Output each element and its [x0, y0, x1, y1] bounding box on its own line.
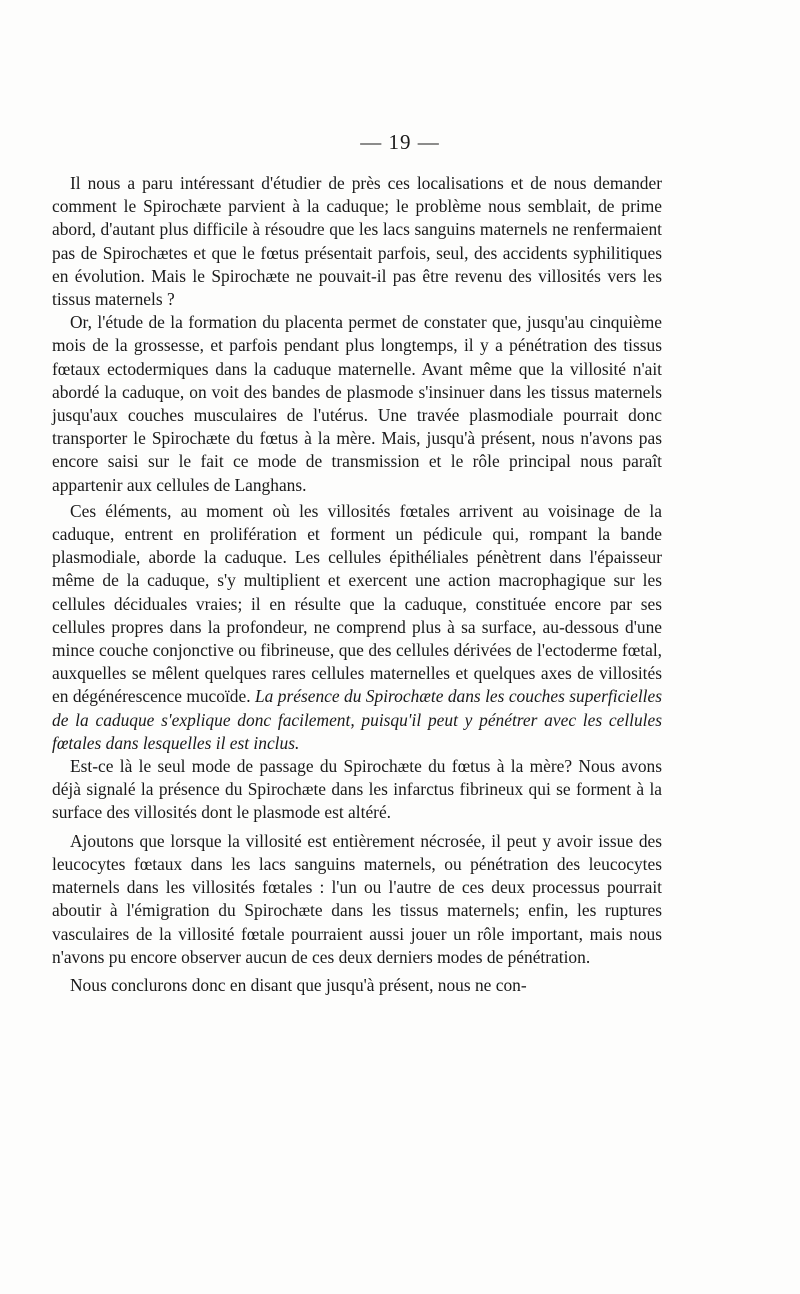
paragraph-4: Est-ce là le seul mode de passage du Spirochæte du fœtus à la mère? Nous avons déjà signalé la présence du Spirochæte dans les infarctus fibrineux qui se forment à la surface des villosités dont le plasmode est altéré. [52, 756, 662, 823]
paragraph-6: Nous conclurons donc en disant que jusqu'à présent, nous ne con- [70, 974, 527, 995]
paragraph-3-italic: La présence du Spirochæte dans les couches superficielles de la caduque s'explique donc facilement, puisqu'il peut y pénétrer avec les cellules fœtales dans lesquelles il est inclus. [52, 686, 662, 753]
paragraph-5: Ajoutons que lorsque la villosité est entièrement nécrosée, il peut y avoir issue des leucocytes fœtaux dans les lacs sanguins maternels, ou pénétration des leucocytes maternels dans les villosités fœtales : l'un ou l'autre de ces deux processus pourrait aboutir à l'émigration du Spirochæte dans les tissus maternels; enfin, les ruptures vasculaires de la villosité fœtale pourraient aussi jouer un rôle important, mais nous n'avons pu encore observer aucun de ces deux derniers modes de pénétration. [52, 830, 662, 967]
paragraph-3 [52, 500, 662, 755]
paragraph-1: Il nous a paru intéressant d'étudier de près ces localisations et de nous demander comment le Spirochæte parvient à la caduque; le problème nous semblait, de prime abord, d'autant plus difficile à résoudre que les lacs sanguins maternels ne renfermaient pas de Spirochætes et que le fœtus présentait parfois, seul, des accidents syphilitiques en évolution. Mais le Spirochæte ne pouvait-il pas être revenu des villosités vers les tissus maternels ? [52, 173, 662, 310]
paragraph-3-text: Ces éléments, au moment où les villosités fœtales arrivent au voisinage de la caduque, entrent en prolifération et forment un pédicule qui, rompant la bande plasmodiale, aborde la caduque. Les cellules épithéliales pénètrent dans l'épaisseur même de la caduque, s'y multiplient et exercent une action macrophagique sur les cellules déciduales vraies; il en résulte que la caduque, constituée encore par ses cellules propres dans la profondeur, ne comprend plus à sa surface, au-dessous d'une mince couche conjonctive ou fibrineuse, que des cellules dérivées de l'ectoderme fœtal, auxquelles se mêlent quelques rares cellules maternelles et quelques axes de villosités en dégénérescence mucoïde. [52, 500, 662, 707]
page-number: — 19 — [360, 130, 440, 154]
body-text [52, 172, 662, 997]
paragraph-2: Or, l'étude de la formation du placenta permet de constater que, jusqu'au cinquième mois de la grossesse, et parfois pendant plus longtemps, il y a pénétration des tissus fœtaux ectodermiques dans la caduque maternelle. Avant même que la villosité n'ait abordé la caduque, on voit des bandes de plasmode s'insinuer dans les tissus maternels jusqu'aux couches musculaires de l'utérus. Une travée plasmodiale pourrait donc transporter le Spirochæte du fœtus à la mère. Mais, jusqu'à présent, nous n'avons pas encore saisi sur le fait ce mode de transmission et le rôle principal nous paraît appartenir aux cellules de Langhans. [52, 312, 662, 495]
